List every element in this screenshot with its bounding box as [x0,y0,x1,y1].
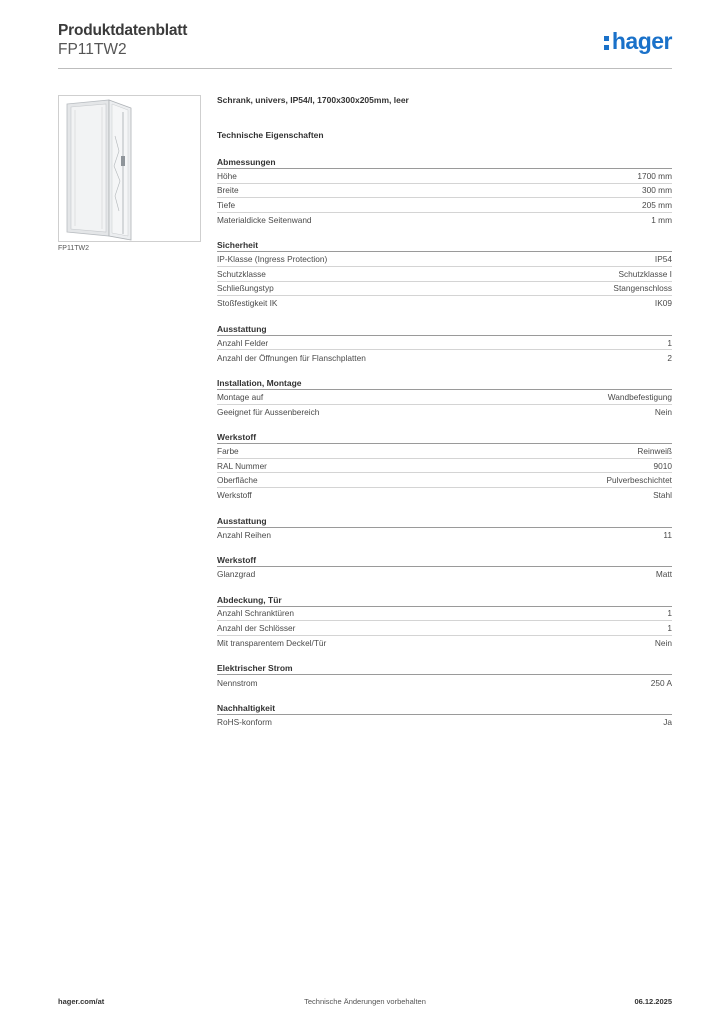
spec-section [217,594,672,651]
spec-label: Stoßfestigkeit IK [217,298,278,309]
section-title: Nachhaltigkeit [217,702,672,715]
product-description: Schrank, univers, IP54/I, 1700x300x205mm, leer [217,95,409,105]
spec-label: RAL Nummer [217,460,267,471]
spec-value: Matt [655,569,672,580]
spec-row [217,528,672,543]
logo-colon-icon [604,34,610,50]
spec-label: Breite [217,185,239,196]
spec-section [217,431,672,502]
spec-row [217,715,672,730]
spec-label: Farbe [217,445,239,456]
product-image [58,95,201,242]
spec-label: Mit transparentem Deckel/Tür [217,638,327,649]
section-title: Elektrischer Strom [217,662,672,675]
spec-row [217,405,672,420]
spec-value: 1700 mm [637,170,672,181]
spec-row [217,390,672,405]
spec-label: IP-Klasse (Ingress Protection) [217,254,328,265]
spec-section [217,323,672,365]
spec-section [217,702,672,730]
spec-row [217,675,672,690]
spec-row [217,488,672,503]
spec-value: 205 mm [642,199,672,210]
hager-logo [604,28,672,55]
spec-section [217,554,672,582]
spec-label: Anzahl der Schlösser [217,623,296,634]
spec-value: Pulverbeschichtet [606,475,672,486]
spec-value: Stangenschloss [613,283,672,294]
spec-value: 1 mm [651,215,672,226]
spec-row [217,296,672,311]
spec-sections [217,156,672,730]
spec-row [217,198,672,213]
spec-value: 1 [667,608,672,619]
spec-value: 250 A [650,677,672,688]
footer-website: hager.com/at [58,997,105,1006]
spec-row [217,350,672,365]
section-title: Ausstattung [217,515,672,528]
spec-value: Nein [654,406,672,417]
image-caption: FP11TW2 [58,245,89,252]
spec-value: Ja [663,717,672,728]
product-code: FP11TW2 [58,41,127,58]
section-title: Werkstoff [217,554,672,567]
spec-label: Anzahl Reihen [217,529,271,540]
spec-section [217,662,672,690]
spec-label: RoHS-konform [217,717,272,728]
spec-row [217,267,672,282]
spec-value: 2 [667,352,672,363]
spec-value: 300 mm [642,185,672,196]
spec-label: Werkstoff [217,490,252,501]
spec-value: Wandbefestigung [607,391,672,402]
spec-label: Glanzgrad [217,569,256,580]
spec-row [217,252,672,267]
spec-label: Anzahl Felder [217,337,269,348]
spec-value: IP54 [654,254,672,265]
section-title: Abdeckung, Tür [217,594,672,607]
spec-label: Schutzklasse [217,268,266,279]
spec-value: IK09 [654,298,672,309]
spec-row [217,213,672,228]
spec-value: 11 [663,529,672,540]
section-title: Ausstattung [217,323,672,336]
section-title: Installation, Montage [217,377,672,390]
spec-value: 9010 [653,460,672,471]
spec-value: Nein [654,638,672,649]
spec-row [217,459,672,474]
spec-section [217,515,672,543]
section-title: Werkstoff [217,431,672,444]
spec-row [217,473,672,488]
spec-label: Anzahl Schranktüren [217,608,295,619]
spec-label: Geeignet für Aussenbereich [217,406,320,417]
section-title: Sicherheit [217,239,672,252]
spec-label: Schließungstyp [217,283,274,294]
spec-row [217,444,672,459]
spec-section [217,377,672,419]
spec-row [217,184,672,199]
spec-row [217,336,672,351]
spec-row [217,636,672,651]
specs-content [217,95,672,742]
spec-row [217,169,672,184]
cabinet-illustration [59,96,200,241]
spec-label: Materialdicke Seitenwand [217,215,312,226]
spec-row [217,607,672,622]
spec-row [217,621,672,636]
spec-value: Stahl [653,490,672,501]
logo-text: hager [611,28,672,54]
header-divider [58,68,672,69]
page-header [58,22,672,70]
page-footer [58,997,672,1009]
section-title: Abmessungen [217,156,672,169]
footer-notice: Technische Änderungen vorbehalten [304,997,426,1006]
spec-label: Montage auf [217,391,264,402]
spec-section [217,239,672,310]
document-title: Produktdatenblatt [58,22,188,39]
footer-date: 06.12.2025 [634,997,672,1006]
spec-value: Schutzklasse I [618,268,672,279]
spec-section [217,156,672,227]
spec-label: Höhe [217,170,237,181]
spec-value: 1 [667,623,672,634]
spec-label: Oberfläche [217,475,258,486]
spec-value: Reinweiß [637,445,672,456]
spec-label: Nennstrom [217,677,258,688]
spec-label: Tiefe [217,199,236,210]
spec-row [217,282,672,297]
spec-value: 1 [667,337,672,348]
technical-properties-heading: Technische Eigenschaften [217,130,324,140]
spec-label: Anzahl der Öffnungen für Flanschplatten [217,352,366,363]
spec-row [217,567,672,582]
